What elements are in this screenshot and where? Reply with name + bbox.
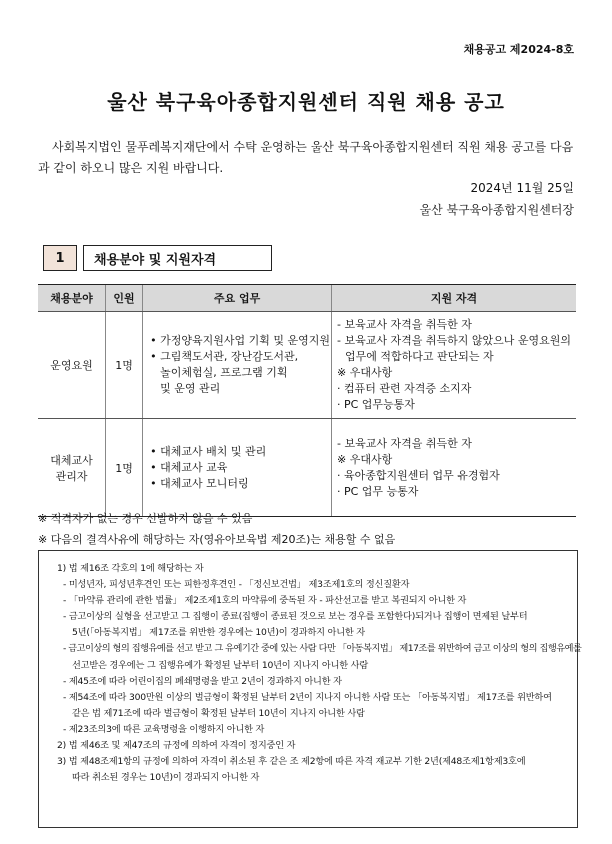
disq-line: 1) 법 제16조 각호의 1에 해당하는 자 (57, 563, 204, 574)
row-qualifications (332, 419, 577, 517)
table-row (38, 312, 576, 419)
table-row (38, 419, 576, 517)
disq-line: 선고받은 경우에는 그 집행유예가 확정된 날부터 10년이 지나지 아니한 사람 (72, 659, 369, 671)
row-duties (143, 312, 332, 419)
duty-item: • 그림책도서관, 장난감도서관, 놀이체험실, 프로그램 기획 및 운영 관리 (150, 349, 330, 397)
organization-name: 울산 북구육아종합지원센터장 (419, 203, 574, 217)
duty-item: • 대체교사 모니터링 (150, 476, 330, 492)
header-field: 채용분야 (38, 285, 106, 312)
disq-line: - 제23조의3에 따른 교육명령을 이행하지 아니한 자 (63, 723, 265, 735)
disq-line: 3) 법 제48조제1항의 규정에 의하여 자격이 취소된 후 같은 조 제2항에 따른 자격 재교부 기한 2년(제48조제1항제3호에 (57, 756, 526, 768)
row-field: 운영요원 (38, 312, 106, 419)
qual-line: · 육아종합지원센터 업무 유경험자 (337, 468, 500, 482)
header-qualifications: 지원 자격 (332, 285, 577, 312)
disq-line: - 제45조에 따라 어린이집의 폐쇄명령을 받고 2년이 경과하지 아니한 자 (63, 675, 342, 687)
row-duties (143, 419, 332, 517)
disq-line: - 금고이상의 실형을 선고받고 그 집행이 종료(집행이 종료된 것으로 보는 경우를 포함한다)되거나 집행이 면제된 날부터 (63, 611, 528, 623)
qual-line: ※ 우대사항 (337, 452, 393, 466)
disq-line: 같은 법 제71조에 따라 벌금형이 확정된 날부터 10년이 지나지 아니한 사람 (72, 707, 365, 719)
table-header-row (38, 285, 576, 312)
duty-item: • 대체교사 배치 및 관리 (150, 444, 330, 460)
duty-item: • 가정양육지원사업 기획 및 운영지원 (150, 333, 330, 349)
notice-date: 2024년 11월 25일 (470, 181, 574, 195)
intro-paragraph: 사회복지법인 물푸레복지재단에서 수탁 운영하는 울산 북구육아종합지원센터 직원 채용 공고를 다음과 같이 하오니 많은 지원 바랍니다. (38, 140, 574, 175)
disq-line: - 금고이상의 형의 집행유예를 선고 받고 그 유예기간 중에 있는 사람 다만 「아동복지법」 제17조를 위반하여 금고 이상의 형의 집행유예를 (63, 643, 582, 655)
qual-line: - 보육교사 자격을 취득한 자 (337, 318, 472, 331)
qual-line: ※ 우대사항 (337, 366, 393, 379)
section-title: 채용분야 및 지원자격 (83, 245, 272, 271)
recruitment-table (38, 284, 576, 517)
row-count: 1명 (106, 419, 143, 517)
qual-line: - 보육교사 자격을 취득하지 않았으나 운영요원의 (337, 334, 571, 347)
qual-line: 업무에 적합하다고 판단되는 자 (345, 350, 494, 363)
disq-line: - 「마약류 관리에 관한 법률」 제2조제1호의 마약류에 중독된 자 - 파산선고를 받고 복권되지 아니한 자 (63, 595, 467, 607)
row-count: 1명 (106, 312, 143, 419)
note-no-qualified: ※ 적격자가 없는 경우 선발하지 않을 수 있음 (38, 512, 253, 525)
disq-line: - 제54조에 따라 300만원 이상의 벌금형이 확정된 날부터 2년이 지나지 아니한 사람 또는 「아동복지법」 제17조를 위반하여 (63, 691, 552, 703)
disq-line: 따라 취소된 경우는 10년)이 경과되지 아니한 자 (72, 772, 260, 784)
disq-line: - 미성년자, 피성년후견인 또는 피한정후견인 - 「정신보건법」 제3조제1호의 정신질환자 (63, 579, 410, 591)
notice-number: 채용공고 제2024-8호 (463, 43, 574, 56)
disq-line: 5년(「아동복지법」 제17조를 위반한 경우에는 10년)이 경과하지 아니한 자 (72, 627, 365, 639)
disqualification-box (38, 550, 582, 828)
disq-line: 2) 법 제46조 및 제47조의 규정에 의하여 자격이 정지중인 자 (57, 740, 296, 752)
qual-line: - 보육교사 자격을 취득한 자 (337, 436, 472, 450)
qual-line: · 컴퓨터 관련 자격증 소지자 (337, 382, 472, 395)
duty-item: • 대체교사 교육 (150, 460, 330, 476)
page-title: 울산 북구육아종합지원센터 직원 채용 공고 (107, 90, 505, 114)
qual-line: · PC 업무 능통자 (337, 484, 419, 498)
header-duties: 주요 업무 (143, 285, 332, 312)
note-disqualification: ※ 다음의 결격사유에 해당하는 자(영유아보육법 제20조)는 채용할 수 없음 (38, 533, 396, 546)
row-field: 대체교사 관리자 (38, 419, 106, 517)
section-number: 1 (43, 245, 77, 271)
header-count: 인원 (106, 285, 143, 312)
qual-line: · PC 업무능통자 (337, 398, 415, 411)
row-qualifications (332, 312, 577, 419)
